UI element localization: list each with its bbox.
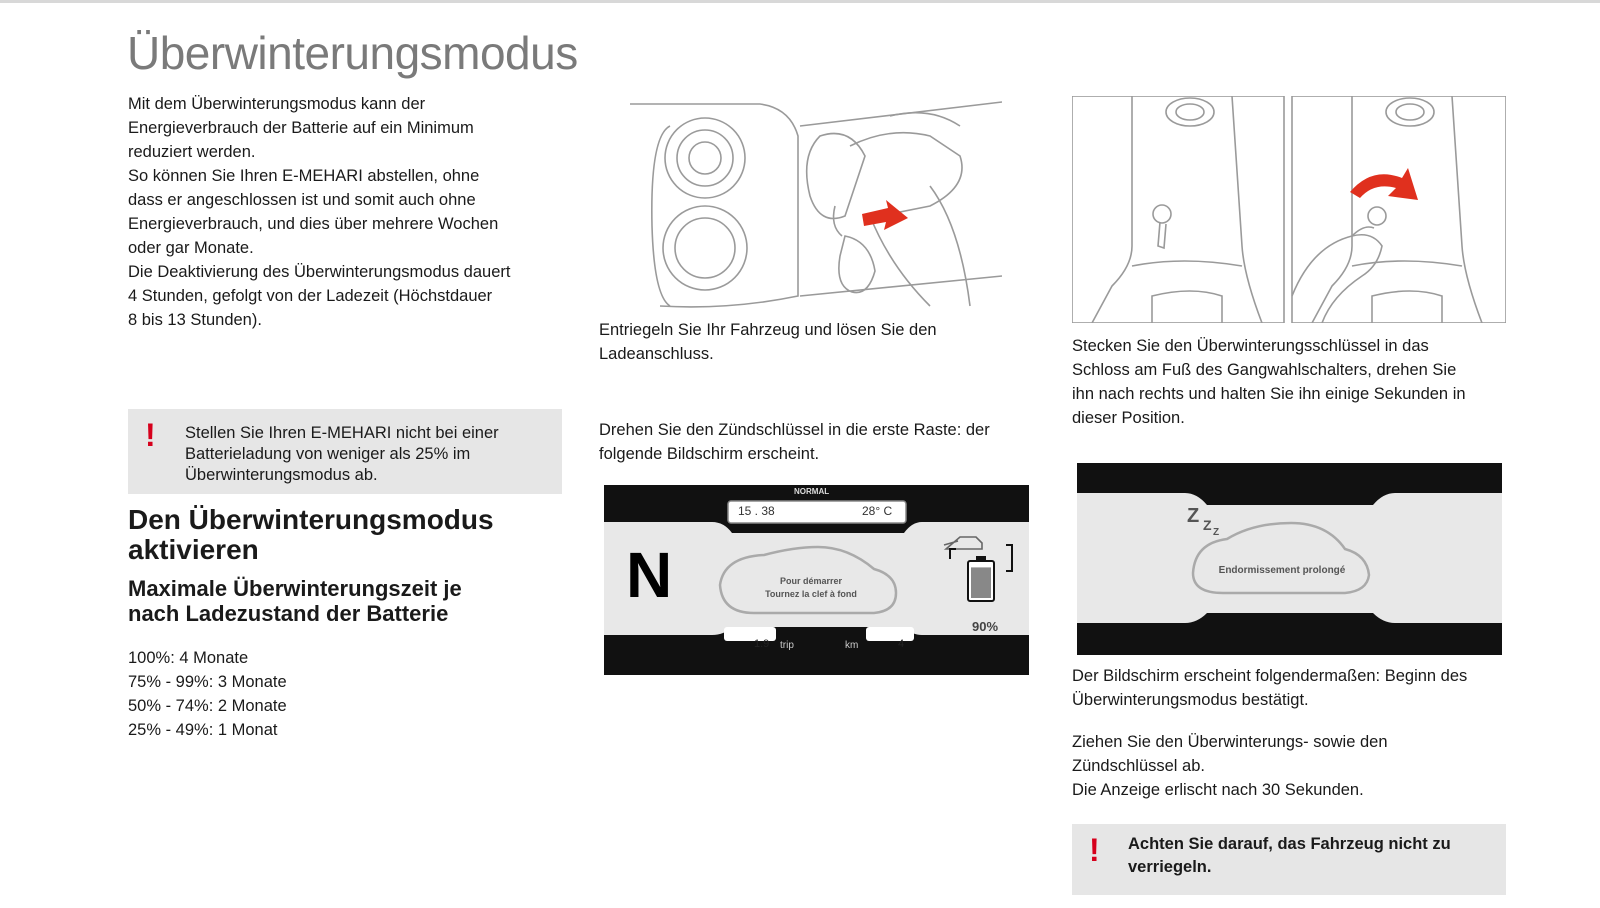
step-line: Überwinterungsmodus bestätigt.: [1072, 691, 1309, 709]
intro-line: oder gar Monate.: [128, 239, 254, 257]
section-subheading-line: Maximale Überwinterungszeit je: [128, 576, 462, 601]
hibernation-message: Endormissement prolongé: [1218, 565, 1346, 576]
km-value: 4: [898, 638, 905, 650]
intro-line: reduziert werden.: [128, 143, 256, 161]
step-line: Der Bildschirm erscheint folgendermaßen: Beginn des: [1072, 667, 1468, 685]
step-line: Schloss am Fuß des Gangwahlschalters, drehen Sie: [1072, 361, 1457, 379]
dashboard-normal: [604, 485, 1029, 675]
intro-line: Energieverbrauch, und dies über mehrere Wochen: [128, 215, 499, 233]
step-line: dieser Position.: [1072, 409, 1185, 427]
step-ignition-text: [599, 418, 990, 466]
dashboard-hibernation: [1077, 463, 1502, 655]
warning-line: Überwinterungsmodus ab.: [185, 466, 378, 484]
step-unplug-text: [599, 318, 937, 366]
step-line: Ziehen Sie den Überwinterungs- sowie den: [1072, 733, 1388, 751]
sleep-z-small: Z: [1213, 527, 1220, 538]
warning-line: Batterieladung von weniger als 25% im: [185, 445, 471, 463]
section-heading: [128, 505, 568, 565]
intro-line: dass er angeschlossen ist und somit auch ohne: [128, 191, 476, 209]
start-message-line2: Tournez la clef à fond: [765, 589, 857, 599]
duration-item: 100%: 4 Monate: [128, 649, 249, 667]
battery-fill: [971, 567, 991, 598]
warning-icon: !: [145, 417, 156, 453]
step-line: Die Anzeige erlischt nach 30 Sekunden.: [1072, 781, 1364, 799]
intro-line: 4 Stunden, gefolgt von der Ladezeit (Höchstdauer: [128, 287, 493, 305]
duration-list: [128, 646, 287, 742]
warning-text: [185, 423, 555, 486]
section-subheading-line: nach Ladezustand der Batterie: [128, 601, 449, 626]
battery-percentage: 90%: [972, 619, 999, 634]
step-line: folgende Bildschirm erscheint.: [599, 445, 820, 463]
step-line: Entriegeln Sie Ihr Fahrzeug und lösen Sie den: [599, 321, 937, 339]
duration-item: 75% - 99%: 3 Monate: [128, 673, 287, 691]
page-title: Überwinterungsmodus: [127, 27, 578, 79]
intro-line: Mit dem Überwinterungsmodus kann der: [128, 95, 426, 113]
intro-line: So können Sie Ihren E-MEHARI abstellen, ohne: [128, 167, 480, 185]
dashboard-hibernation-frame: [1077, 463, 1502, 655]
intro-line: Energieverbrauch der Batterie auf ein Minimum: [128, 119, 474, 137]
step-key-text: [1072, 334, 1466, 430]
gear-indicator: N: [626, 539, 673, 611]
drive-mode-label: NORMAL: [794, 487, 830, 496]
step-line: Ladeanschluss.: [599, 345, 714, 363]
trip-label: trip: [780, 640, 794, 651]
warning-line: Stellen Sie Ihren E-MEHARI nicht bei einer: [185, 424, 499, 442]
warning-line: verriegeln.: [1128, 858, 1212, 876]
start-message-line1: Pour démarrer: [779, 576, 843, 586]
warning-text: [1128, 833, 1451, 879]
warning-icon: !: [1089, 832, 1100, 868]
intro-paragraph: [128, 92, 558, 332]
step-remove-keys-text: [1072, 730, 1388, 802]
top-rule: [0, 0, 1600, 3]
step-line: Stecken Sie den Überwinterungsschlüssel in das: [1072, 337, 1429, 355]
step-line: ihn nach rechts und halten Sie ihn einige Sekunden in: [1072, 385, 1466, 403]
section-heading-line: aktivieren: [128, 534, 259, 565]
section-subheading: [128, 576, 568, 626]
clock-readout: 15 . 38: [738, 504, 775, 518]
km-label: km: [845, 640, 859, 651]
intro-line: 8 bis 13 Stunden).: [128, 311, 262, 329]
trip-value: 1.9: [754, 638, 770, 650]
warning-line: Achten Sie darauf, das Fahrzeug nicht zu: [1128, 835, 1451, 853]
intro-line: Die Deaktivierung des Überwinterungsmodus dauert: [128, 263, 511, 281]
unplug-illustration: [630, 96, 1002, 310]
sleep-z-medium: Z: [1203, 517, 1212, 533]
temperature-readout: 28° C: [862, 504, 893, 518]
step-line: Drehen Sie den Zündschlüssel in die erste Raste: der: [599, 421, 990, 439]
warning-box-battery: [128, 409, 562, 494]
hibernation-key-illustration: [1072, 96, 1506, 323]
duration-item: 25% - 49%: 1 Monat: [128, 721, 278, 739]
warning-box-lock: [1072, 824, 1506, 895]
duration-item: 50% - 74%: 2 Monate: [128, 697, 287, 715]
step-line: Zündschlüssel ab.: [1072, 757, 1205, 775]
sleep-z-large: Z: [1187, 505, 1200, 527]
section-heading-line: Den Überwinterungsmodus: [128, 504, 494, 535]
step-screen-text: [1072, 664, 1467, 712]
